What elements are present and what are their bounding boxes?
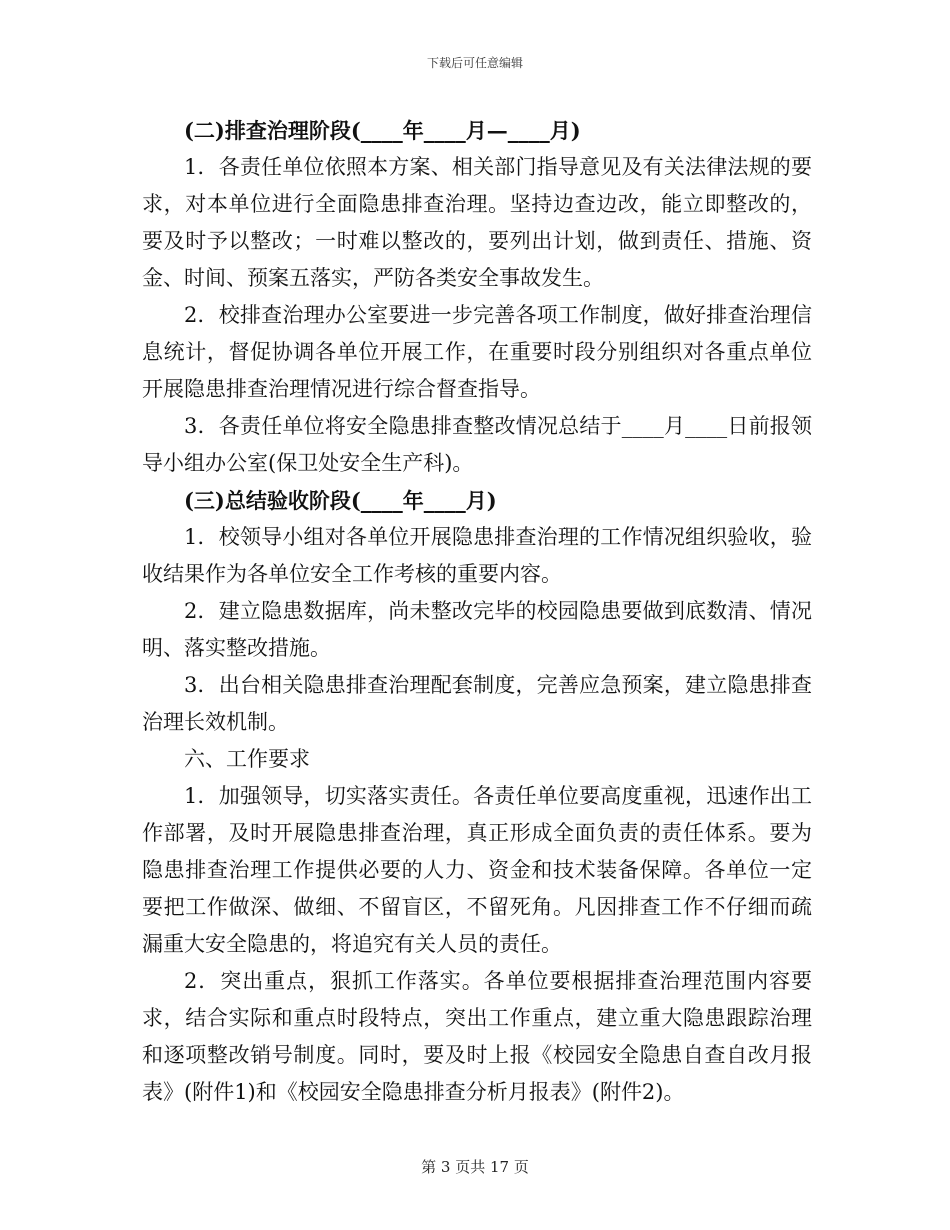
document-body bbox=[142, 112, 812, 1111]
paragraph: 1．各责任单位依照本方案、相关部门指导意见及有关法律法规的要求，对本单位进行全面隐患排查治理。坚持边查边改，能立即整改的，要及时予以整改；一时难以整改的，要列出计划，做到责任、措施、资金、时间、预案五落实，严防各类安全事故发生。 bbox=[142, 155, 812, 290]
paragraph: 1．加强领导，切实落实责任。各责任单位要高度重视，迅速作出工作部署，及时开展隐患排查治理，真正形成全面负责的责任体系。要为隐患排查治理工作提供必要的人力、资金和技术装备保障。各单位一定要把工作做深、做细、不留盲区，不留死角。凡因排查工作不仔细而疏漏重大安全隐患的，将追究有关人员的责任。 bbox=[142, 784, 812, 956]
section-heading-work-requirements: 六、工作要求 bbox=[184, 747, 310, 771]
page-number: 第 3 页共 17 页 bbox=[421, 1158, 529, 1176]
page-header: 下载后可任意编辑 bbox=[426, 56, 523, 70]
paragraph: 3．各责任单位将安全隐患排查整改情况总结于____月____日前报领导小组办公室(保卫处安全生产科)。 bbox=[142, 414, 812, 475]
paragraph: 2．突出重点，狠抓工作落实。各单位要根据排查治理范围内容要求，结合实际和重点时段特点，突出工作重点，建立重大隐患跟踪治理和逐项整改销号制度。同时，要及时上报《校园安全隐患自查自改月报表》(附件1)和《校园安全隐患排查分析月报表》(附件2)。 bbox=[142, 969, 812, 1104]
paragraph: 2．校排查治理办公室要进一步完善各项工作制度，做好排查治理信息统计，督促协调各单位开展工作，在重要时段分别组织对各重点单位开展隐患排查治理情况进行综合督查指导。 bbox=[142, 303, 812, 401]
paragraph: 2．建立隐患数据库，尚未整改完毕的校园隐患要做到底数清、情况明、落实整改措施。 bbox=[142, 599, 812, 660]
section-heading-investigation-stage: (二)排查治理阶段(____年____月—____月) bbox=[184, 118, 581, 143]
paragraph: 3．出台相关隐患排查治理配套制度，完善应急预案，建立隐患排查治理长效机制。 bbox=[142, 673, 812, 734]
section-heading-summary-stage: (三)总结验收阶段(____年____月) bbox=[184, 488, 497, 513]
paragraph: 1．校领导小组对各单位开展隐患排查治理的工作情况组织验收，验收结果作为各单位安全工作考核的重要内容。 bbox=[142, 525, 812, 586]
